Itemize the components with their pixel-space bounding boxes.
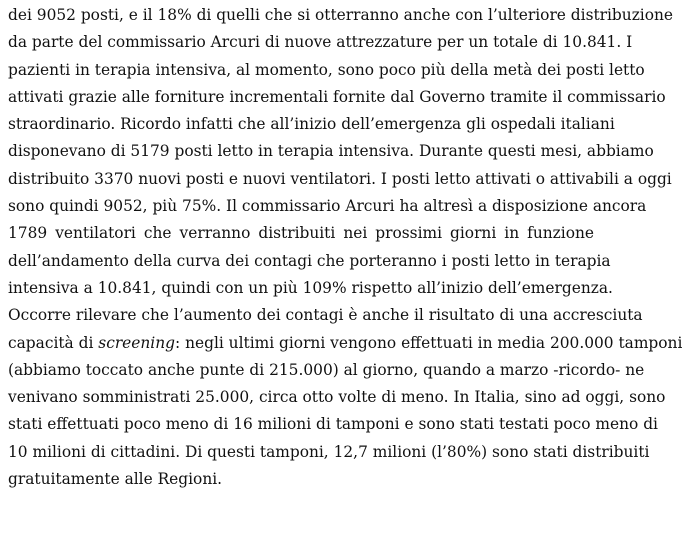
text-line: dei 9052 posti, e il 18% di quelli che si otterranno anche con l’ulteriore distribuzione <box>8 6 674 24</box>
text-line: stati effettuati poco meno di 16 milioni di tamponi e sono stati testati poco meno di <box>8 415 658 434</box>
text-segment: : negli ultimi giorni vengono effettuati in media 200.000 tamponi <box>175 333 682 352</box>
emphasized-term: screening <box>98 333 175 352</box>
text-segment: capacità di <box>8 333 99 352</box>
text-line: distribuito 3370 nuovi posti e nuovi ventilatori. I posti letto attivati o attivabili a oggi <box>8 169 672 188</box>
text-line: pazienti in terapia intensiva, al momento, sono poco più della metà dei posti letto <box>8 60 645 79</box>
text-line: intensiva a 10.841, quindi con un più 109% rispetto all’inizio dell’emergenza. <box>8 278 613 297</box>
text-line <box>8 330 682 357</box>
text-line: straordinario. Ricordo infatti che all’inizio dell’emergenza gli ospedali italiani <box>8 115 615 134</box>
text-line: 1789 ventilatori che verranno distribuiti nei prossimi giorni in funzione <box>8 224 594 243</box>
text-line: 10 milioni di cittadini. Di questi tamponi, 12,7 milioni (l’80%) sono stati distribuiti <box>8 442 650 461</box>
text-line: venivano somministrati 25.000, circa otto volte di meno. In Italia, sino ad oggi, sono <box>8 388 666 407</box>
text-line: dell’andamento della curva dei contagi che porteranno i posti letto in terapia <box>8 251 611 270</box>
text-line: Occorre rilevare che l’aumento dei contagi è anche il risultato di una accresciuta <box>8 306 643 325</box>
text-line: disponevano di 5179 posti letto in terapia intensiva. Durante questi mesi, abbiamo <box>8 142 654 161</box>
text-line: da parte del commissario Arcuri di nuove attrezzature per un totale di 10.841. I <box>8 33 633 52</box>
text-line: attivati grazie alle forniture incrementali fornite dal Governo tramite il commissario <box>8 87 666 106</box>
text-line: gratuitamente alle Regioni. <box>8 470 223 489</box>
text-line: sono quindi 9052, più 75%. Il commissario Arcuri ha altresì a disposizione ancora <box>8 197 647 216</box>
text-line: (abbiamo toccato anche punte di 215.000) al giorno, quando a marzo -ricordo- ne <box>8 360 645 379</box>
body-paragraph <box>8 2 682 493</box>
